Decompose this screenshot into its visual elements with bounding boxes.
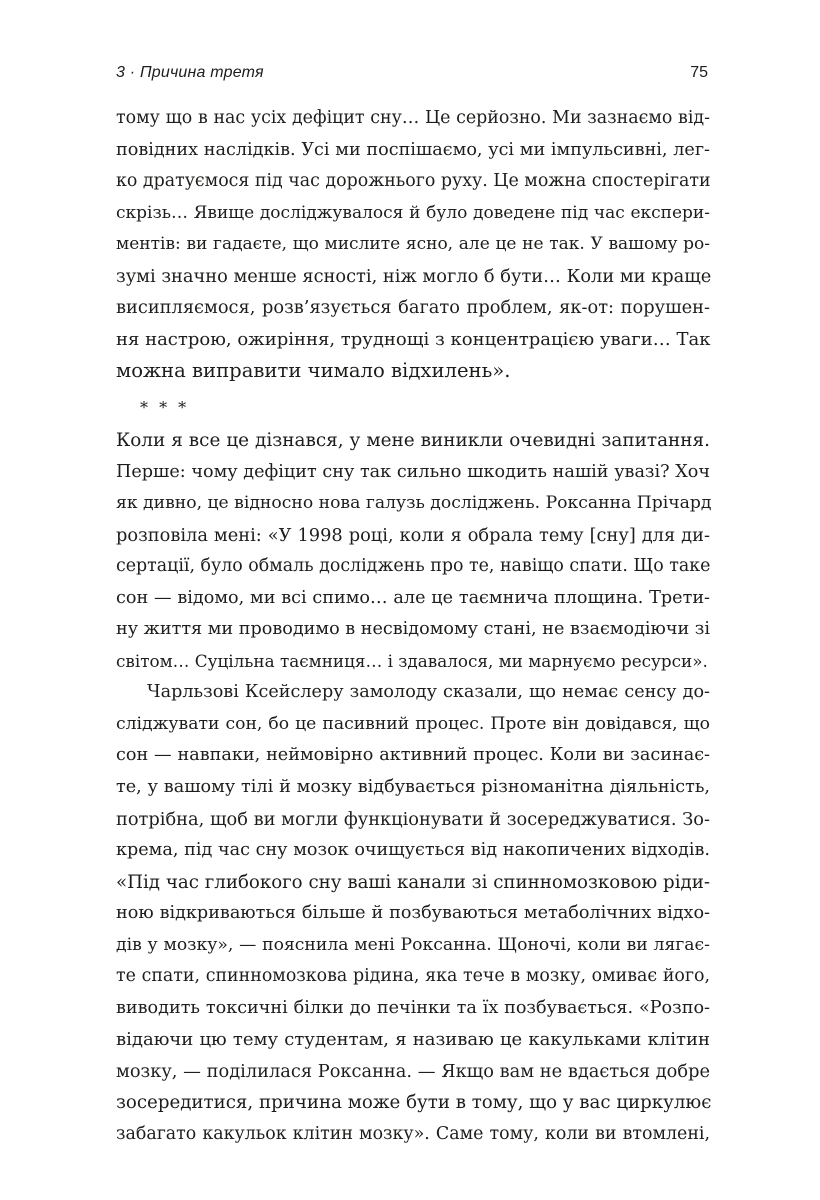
text-line: світом… Суцільна таємниця… і здавалося, ми марнуємо ресурси».: [116, 650, 708, 671]
page-number: 75: [690, 64, 708, 81]
text-line: ною відкриваються більше й позбуваються метаболічних відхо-: [116, 903, 710, 924]
section-divider: * * *: [140, 398, 190, 417]
text-line: «Під час глибокого сну ваші канали зі спинномозковою ріди-: [116, 871, 710, 893]
paragraph-continuation: [116, 103, 710, 387]
text-line: крема, під час сну мозок очищується від накопичених відходів.: [116, 840, 710, 861]
text-line: можна виправити чимало відхилень».: [116, 359, 511, 383]
text-line: Чарльзові Ксейслеру замолоду сказали, що немає сенсу до-: [147, 682, 710, 703]
text-line: скрізь… Явище досліджувалося й було доведене під час експери-: [116, 202, 710, 223]
text-line: забагато какульок клітин мозку». Саме тому, коли ви втомлені,: [116, 1124, 710, 1145]
text-line: мозку, — поділилася Роксанна. — Якщо вам не вдається добре: [116, 1060, 710, 1082]
body-text: [116, 425, 710, 1151]
text-line: ну життя ми проводимо в несвідомому стані, не взаємодіючи зі: [116, 619, 711, 640]
text-line: те спати, спинномозкова рідина, яка тече в мозку, омиває його,: [116, 966, 710, 987]
text-line: відаючи цю тему студентам, я називаю це какульками клітин: [116, 1029, 710, 1051]
text-line: сліджувати сон, бо це пасивний процес. Проте він довідався, що: [116, 713, 710, 734]
text-line: Коли я все це дізнався, у мене виникли очевидні запитання.: [116, 430, 710, 451]
text-line: зосередитися, причина може бути в тому, що у вас циркулює: [116, 1092, 712, 1114]
chapter-title: Причина третя: [139, 64, 264, 81]
text-line: повідних наслідків. Усі ми поспішаємо, усі ми імпульсивні, лег-: [116, 139, 710, 160]
text-line: тому що в нас усіх дефіцит сну… Це серйозно. Ми зазнаємо від-: [116, 108, 710, 128]
text-line: зумі значно менше ясності, ніж могло б бути… Коли ми краще: [116, 265, 712, 287]
text-line: потрібна, щоб ви могли функціонувати й зосереджуватися. Зо-: [116, 808, 710, 830]
text-line: сон — навпаки, неймовірно активний процес. Коли ви засинає-: [116, 745, 710, 766]
running-head: [116, 64, 264, 82]
header-separator: ·: [129, 64, 136, 81]
text-line: ко дратуємося під час дорожнього руху. Це можна спостерігати: [116, 171, 711, 192]
text-line: розповіла мені: «У 1998 році, коли я обрала тему [сну] для ди-: [116, 524, 710, 546]
text-line: як дивно, це відносно нова галузь досліджень. Роксанна Прічард: [116, 493, 712, 514]
chapter-number: 3: [116, 64, 126, 81]
text-line: висипляємося, розв’язується багато проблем, як-от: порушен-: [116, 297, 710, 319]
text-line: ня настрою, ожиріння, труднощі з концентрацією уваги… Так: [116, 328, 711, 350]
text-line: сон — відомо, ми всі спимо… але це таємнича площина. Трети-: [116, 587, 710, 608]
paragraph: [116, 425, 710, 677]
text-line: сертації, було обмаль досліджень про те, навіщо спати. Що таке: [116, 556, 711, 577]
text-line: Перше: чому дефіцит сну так сильно шкодить нашій увазі? Хоч: [116, 461, 710, 482]
text-line: дів у мозку», — пояснила мені Роксанна. Щоночі, коли ви лягає-: [116, 934, 710, 955]
text-line: ментів: ви гадаєте, що мислите ясно, але це не так. У вашому ро-: [116, 234, 710, 255]
paragraph: [116, 677, 710, 1150]
text-line: те, у вашому тілі й мозку відбувається різноманітна діяльність,: [116, 777, 710, 798]
text-line: виводить токсичні білки до печінки та їх позбувається. «Розпо-: [116, 997, 710, 1018]
